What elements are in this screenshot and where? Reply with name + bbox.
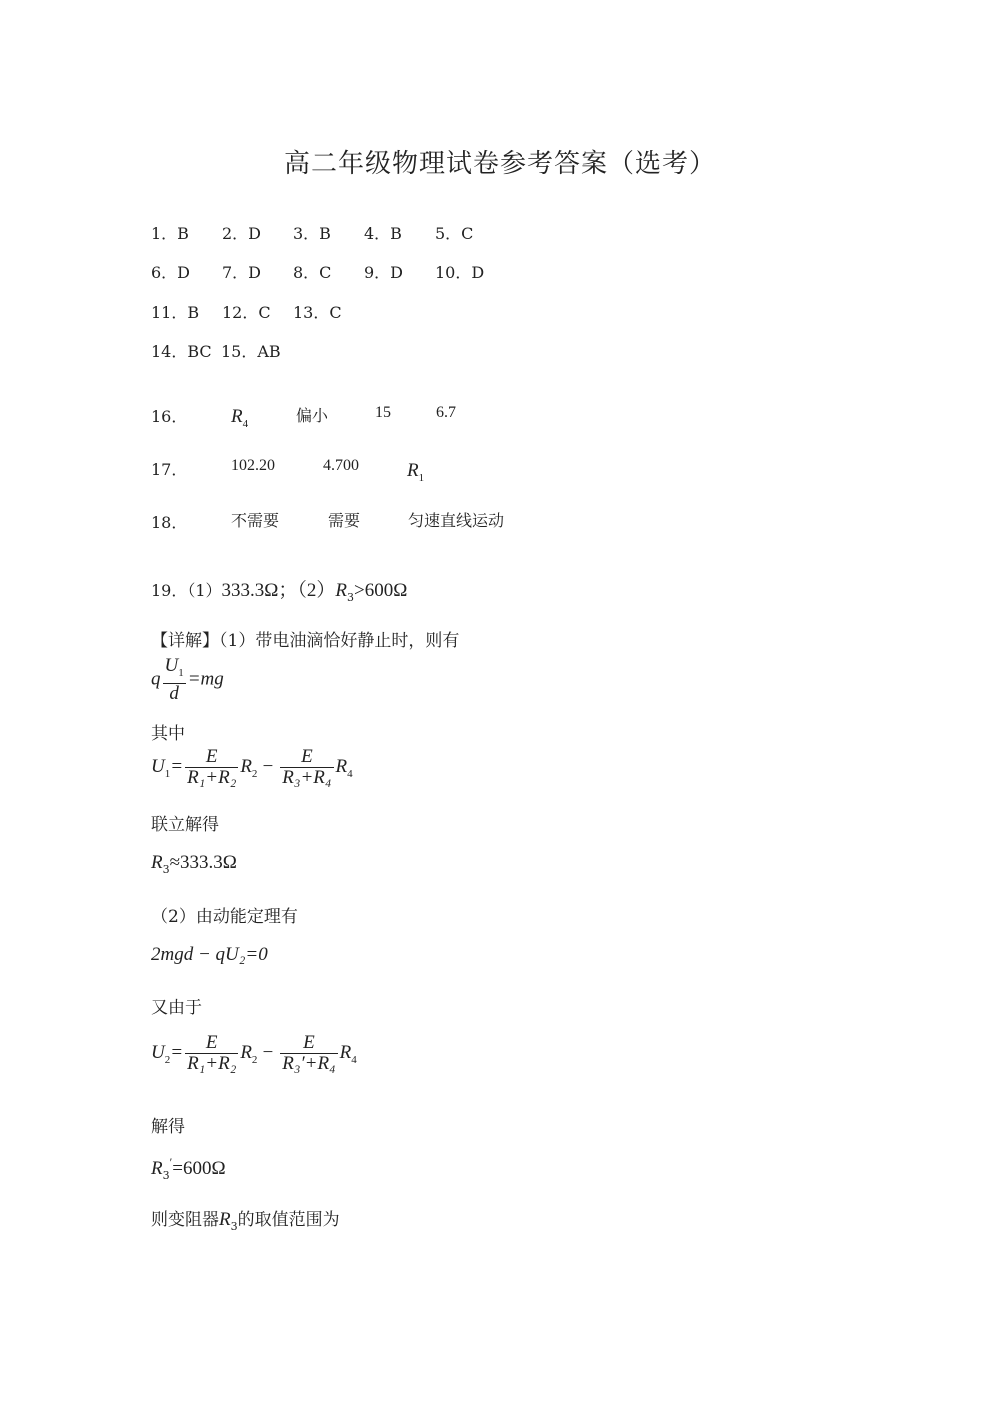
answer-text: 6.7 [436,404,456,421]
eq-subscript: 1 [178,667,184,679]
answer-r4 [231,406,248,430]
question-number: 16． [151,407,188,426]
eq-term: U [151,1041,165,1063]
equation-1 [151,656,224,704]
eq-term: ≈333.3Ω [169,852,237,873]
mc-row-2 [151,260,506,283]
mc-answer: 9．D [364,263,404,282]
answer-text: 需要 [328,511,361,530]
equation-2 [151,747,353,788]
equation-5 [151,1033,357,1074]
mc-answer: 6．D [151,263,191,282]
answer-text: >600Ω [354,580,408,601]
answer-text: 333.3Ω；（2） [221,580,336,601]
text-segment: 的取值范围为 [237,1210,340,1230]
mc-row-4 [151,339,281,362]
text-youyu: 又由于 [151,998,202,1018]
mc-answer: 12．C [222,303,271,322]
final-text [151,1205,340,1233]
equation-3 [151,851,237,876]
answer-text: 匀速直线运动 [408,511,505,530]
mc-answer: 1．B [151,224,189,243]
eq-term: R [335,755,348,777]
mc-answer: 11．B [151,303,200,322]
answer-text: 102.20 [231,457,275,474]
mc-row-1 [151,221,506,244]
fraction-denominator: R₃+R₄ [282,767,332,788]
symbol-subscript: 4 [242,418,249,430]
fraction-numerator: E [303,1032,315,1053]
mc-answer: 3．B [293,224,331,243]
mc-answer: 4．B [364,224,402,243]
eq-term: = [170,755,184,777]
eq-subscript: 4 [347,767,353,780]
fraction [280,1033,337,1074]
eq-term: U [151,755,165,777]
eq-term: R [240,755,252,777]
eq-prime: ′ [169,1155,173,1169]
eq-term: R [339,1041,352,1063]
fraction [185,1033,238,1074]
fraction [185,747,238,788]
symbol-subscript: 3 [230,1220,238,1233]
eq-term: R [240,1041,252,1063]
eq-term: q [151,668,161,690]
eq-term: = [170,1041,184,1063]
text-segment: 则变阻器 [151,1210,219,1230]
text-qizhong: 其中 [151,724,185,744]
eq-term: R [151,852,163,873]
text-lianli: 联立解得 [151,815,219,835]
symbol-letter: R [407,460,419,481]
fraction-denominator: R₃′+R₄ [282,1053,336,1074]
fraction-numerator: E [205,1032,218,1053]
symbol-subscript: 1 [418,472,425,484]
mc-answer: 7．D [222,263,262,282]
mc-answer: 15．AB [221,342,281,361]
question-number: 17． [151,460,188,479]
symbol-subscript: 3 [347,591,355,604]
eq-subscript: 3 [162,1169,170,1182]
symbol-letter: R [335,580,348,601]
question-number: 18． [151,513,188,532]
fraction-denominator: d [163,683,186,704]
text-part2: （2）由动能定理有 [151,907,298,927]
eq-term: =600Ω [172,1158,226,1179]
eq-subscript: 1 [164,767,171,780]
mc-answer: 14．BC [151,342,212,361]
fraction-denominator: R₁+R₂ [187,767,237,788]
fraction-numerator: E [205,746,218,767]
text-jiede: 解得 [151,1117,185,1137]
answer-text: 偏小 [296,406,329,425]
eq-subscript: 4 [351,1053,357,1066]
equation-4: 2mgd − qU₂=0 [151,944,268,965]
eq-term: − [261,755,275,777]
question-number: 19．（1） [151,581,222,600]
symbol-letter: R [219,1209,231,1230]
eq-subscript: 2 [251,1053,258,1066]
fraction-numerator [163,656,186,683]
answer-text: 4.700 [323,457,359,474]
symbol-letter: R [231,406,243,427]
eq-term: =mg [187,668,224,690]
mc-answer: 13．C [293,303,342,322]
equation-6 [151,1155,226,1182]
fraction-numerator: E [301,746,313,767]
mc-answer: 2．D [222,224,262,243]
question-19 [151,575,407,604]
mc-answer: 10．D [435,263,485,282]
eq-subscript: 2 [251,767,258,780]
answer-text: 15 [375,404,391,421]
eq-term: U [164,655,179,676]
page-title: 高二年级物理试卷参考答案（选考） [283,149,716,179]
answer-r1 [407,460,424,484]
mc-row-3 [151,300,364,323]
eq-term: R [151,1158,163,1179]
answer-text: 不需要 [231,511,280,530]
eq-term: − [261,1041,275,1063]
mc-answer: 8．C [293,263,332,282]
fraction [280,747,333,788]
eq-subscript: 3 [162,863,170,876]
fraction-denominator: R₁+R₂ [187,1053,237,1074]
detail-label: 【详解】（1）带电油滴恰好静止时，则有 [151,631,460,651]
fraction [163,656,186,704]
mc-answer: 5．C [435,224,474,243]
eq-subscript: 2 [164,1053,171,1066]
